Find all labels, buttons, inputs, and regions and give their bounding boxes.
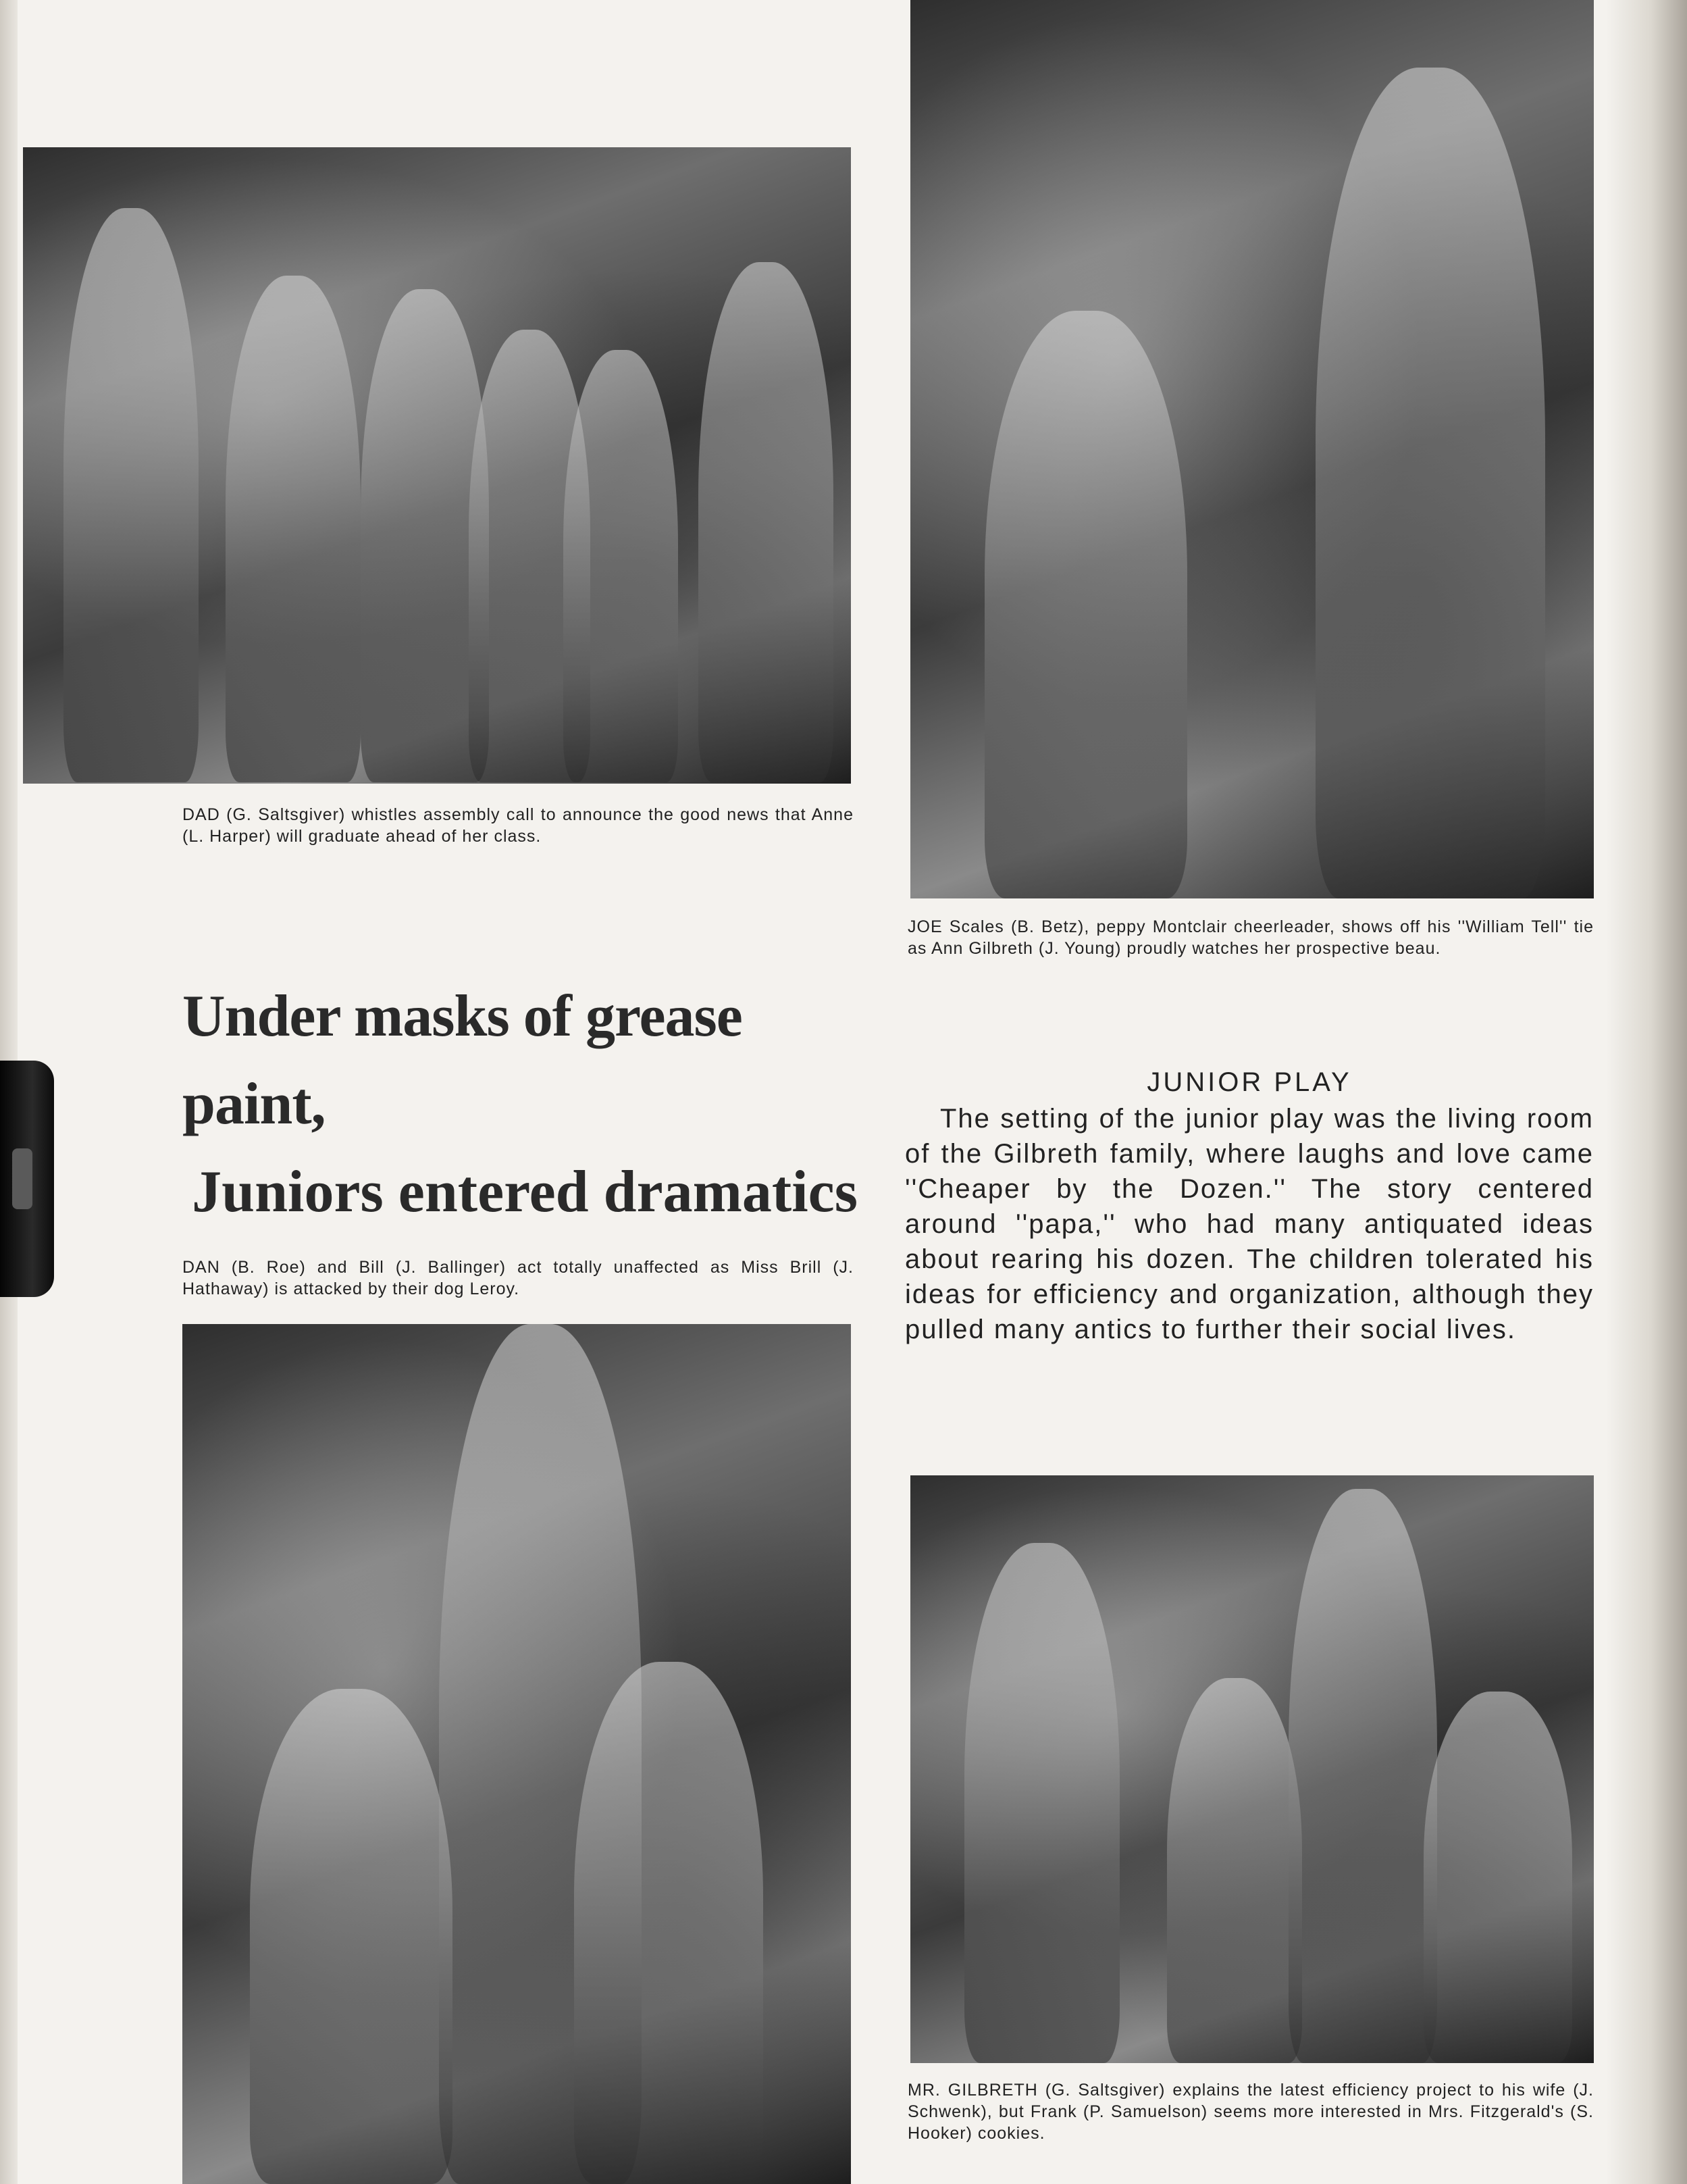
- photo-cheerleader: [910, 0, 1594, 898]
- photo-cast-lineup: [23, 147, 851, 784]
- caption-gilbreth: MR. GILBRETH (G. Saltsgiver) explains the latest efficiency project to his wife (J. Schwenk), but Frank (P. Samuelson) seems more interested in Mrs. Fitzgerald's (S. Hooker) cookies.: [908, 2081, 1594, 2143]
- photo-dog-scene: [182, 1324, 851, 2184]
- caption-dad: DAD (G. Saltsgiver) whistles assembly call to announce the good news that Anne (L. Harper) will graduate ahead of her class.: [182, 805, 854, 846]
- page-right-edge: [1606, 0, 1687, 2184]
- headline: [182, 973, 858, 1236]
- caption-joe: JOE Scales (B. Betz), peppy Montclair cheerleader, shows off his ''William Tell'' tie as Ann Gilbreth (J. Young) proudly watches her prospective beau.: [908, 917, 1594, 958]
- article-title: JUNIOR PLAY: [1147, 1067, 1352, 1097]
- photo-gilbreth-family: [910, 1475, 1594, 2063]
- caption-dan: DAN (B. Roe) and Bill (J. Ballinger) act totally unaffected as Miss Brill (J. Hathaway) is attacked by their dog Leroy.: [182, 1258, 854, 1298]
- article-body: The setting of the junior play was the living room of the Gilbreth family, where laughs and love came ''Cheaper by the Dozen.'' The story centered around ''papa,'' who had many antiquated ideas about rearing his dozen. The children tolerated his ideas for efficiency and organization, although they pulled many antics to further their social lives.: [905, 1104, 1594, 1344]
- headline-line-1: Under masks of grease paint,: [182, 984, 742, 1137]
- binder-clip: [0, 1061, 54, 1297]
- headline-line-2: Juniors entered dramatics: [192, 1159, 858, 1225]
